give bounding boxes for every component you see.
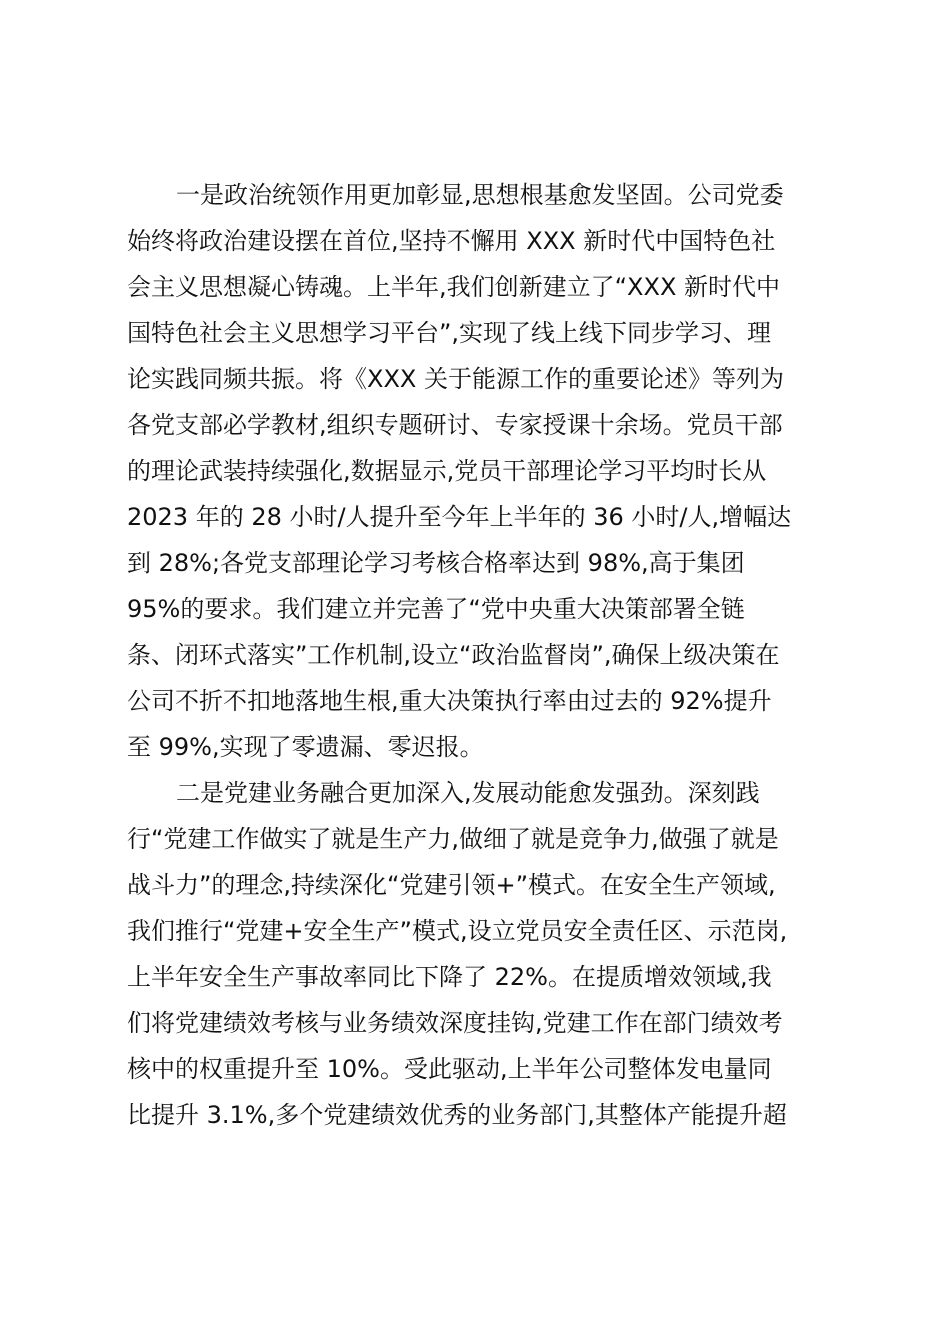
paragraph-line: 我们推行“党建+安全生产”模式,设立党员安全责任区、示范岗, [127, 917, 788, 945]
paragraph-political-leadership [127, 172, 827, 770]
paragraph-line: 一是政治统领作用更加彰显,思想根基愈发坚固。公司党委 [176, 181, 784, 209]
paragraph-line: 会主义思想凝心铸魂。上半年,我们创新建立了“XXX 新时代中 [127, 273, 781, 301]
paragraph-line: 国特色社会主义思想学习平台”,实现了线上线下同步学习、理 [127, 319, 772, 347]
paragraph-line: 到 28%;各党支部理论学习考核合格率达到 98%,高于集团 [127, 549, 745, 577]
paragraph-line: 2023 年的 28 小时/人提升至今年上半年的 36 小时/人,增幅达 [127, 503, 792, 531]
paragraph-line: 战斗力”的理念,持续深化“党建引领+”模式。在安全生产领域, [127, 871, 776, 899]
paragraph-line: 条、闭环式落实”工作机制,设立“政治监督岗”,确保上级决策在 [127, 641, 780, 669]
paragraph-line: 95%的要求。我们建立并完善了“党中央重大决策部署全链 [127, 595, 745, 623]
paragraph-line: 公司不折不扣地落地生根,重大决策执行率由过去的 92%提升 [127, 687, 772, 715]
paragraph-line: 的理论武装持续强化,数据显示,党员干部理论学习平均时长从 [127, 457, 767, 485]
paragraph-line: 至 99%,实现了零遗漏、零迟报。 [127, 733, 484, 761]
paragraph-party-business-integration [127, 770, 827, 1138]
paragraph-line: 核中的权重提升至 10%。受此驱动,上半年公司整体发电量同 [127, 1055, 772, 1083]
paragraph-line: 比提升 3.1%,多个党建绩效优秀的业务部门,其整体产能提升超 [127, 1101, 787, 1129]
paragraph-line: 行“党建工作做实了就是生产力,做细了就是竞争力,做强了就是 [127, 825, 779, 853]
paragraph-line: 始终将政治建设摆在首位,坚持不懈用 XXX 新时代中国特色社 [127, 227, 776, 255]
paragraph-line: 上半年安全生产事故率同比下降了 22%。在提质增效领域,我 [127, 963, 772, 991]
paragraph-line: 二是党建业务融合更加深入,发展动能愈发强劲。深刻践 [176, 779, 760, 807]
paragraph-line: 各党支部必学教材,组织专题研讨、专家授课十余场。党员干部 [127, 411, 783, 439]
paragraph-line: 论实践同频共振。将《XXX 关于能源工作的重要论述》等列为 [127, 365, 784, 393]
document-body [127, 172, 827, 1138]
paragraph-line: 们将党建绩效考核与业务绩效深度挂钩,党建工作在部门绩效考 [127, 1009, 783, 1037]
